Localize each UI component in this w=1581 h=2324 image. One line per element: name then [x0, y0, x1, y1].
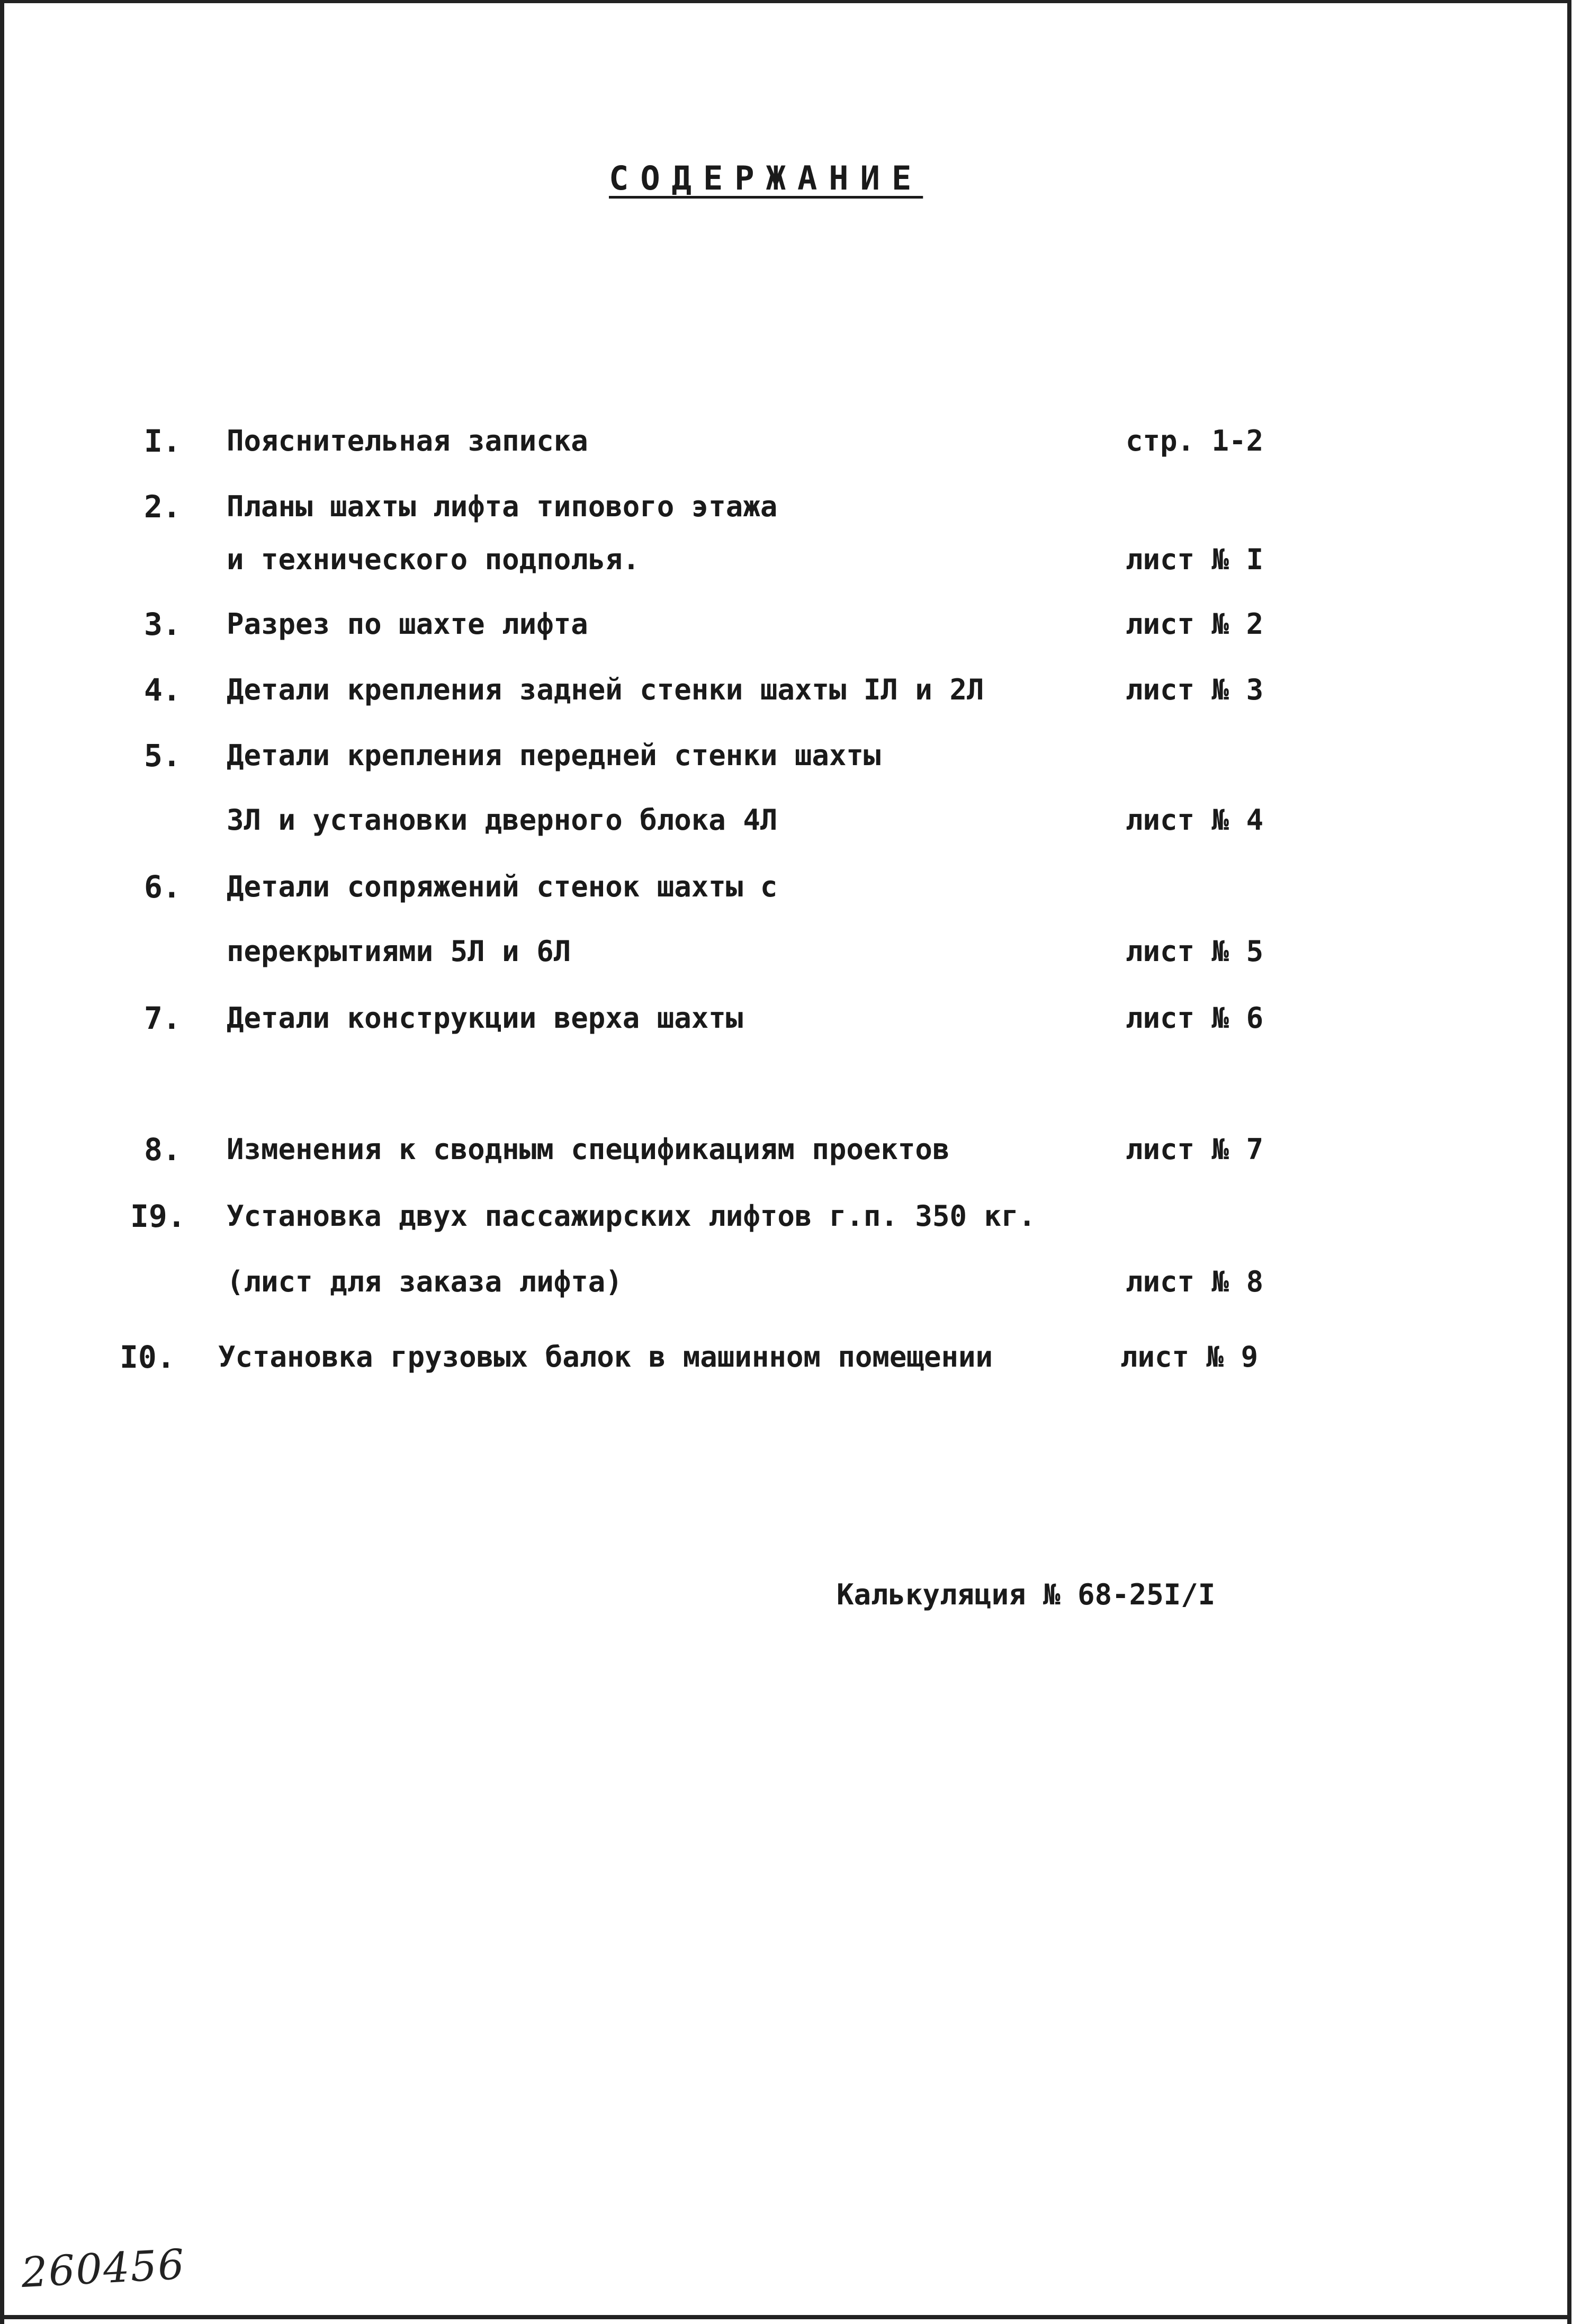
toc-item-text: Детали крепления задней стенки шахты IЛ и 2Л	[227, 673, 984, 706]
toc-item-number: 3.	[144, 606, 181, 642]
toc-item-text: Детали сопряжений стенок шахты с	[227, 870, 778, 903]
toc-item-ref: лист № 8	[1126, 1265, 1264, 1298]
toc-item-number: I9.	[130, 1198, 186, 1234]
toc-item-number: 8.	[144, 1132, 181, 1168]
toc-item-text: Детали крепления передней стенки шахты	[227, 739, 881, 772]
toc-item-ref: лист № 2	[1126, 607, 1264, 641]
toc-item-text: Планы шахты лифта типового этажа	[227, 490, 778, 523]
page-border-right	[1567, 0, 1571, 2324]
toc-item-text: Установка двух пассажирских лифтов г.п. 350 кг.	[227, 1199, 1036, 1233]
toc-item-text: 3Л и установки дверного блока 4Л	[227, 803, 778, 837]
toc-item-text: Изменения к сводным спецификациям проектов	[227, 1133, 950, 1166]
toc-item-ref: лист № 7	[1126, 1133, 1264, 1166]
toc-item-number: I0.	[120, 1339, 175, 1375]
toc-item-text: Установка грузовых балок в машинном помещении	[218, 1340, 993, 1374]
toc-item-text: Пояснительная записка	[227, 424, 588, 457]
page-title: СОДЕРЖАНИЕ	[609, 159, 923, 198]
toc-item-ref: стр. 1-2	[1126, 424, 1264, 457]
toc-item-number: 2.	[144, 489, 181, 525]
toc-item-ref: лист № 9	[1120, 1340, 1259, 1374]
toc-item-text: перекрытиями 5Л и 6Л	[227, 935, 571, 968]
toc-item-ref: лист № 6	[1126, 1001, 1264, 1035]
toc-item-text: Разрез по шахте лифта	[227, 607, 588, 641]
toc-item-text: и технического подполья.	[227, 543, 640, 576]
toc-item-ref: лист № 5	[1126, 935, 1264, 968]
calculation-number: Калькуляция № 68-25I/I	[837, 1578, 1216, 1611]
toc-item-text: Детали конструкции верха шахты	[227, 1001, 743, 1035]
toc-item-ref: лист № I	[1126, 543, 1264, 576]
toc-item-number: 7.	[144, 1000, 181, 1036]
toc-item-number: 6.	[144, 869, 181, 905]
toc-item-number: I.	[144, 423, 181, 459]
page-border-bottom	[0, 2315, 1571, 2319]
handwritten-inventory-number: 260456	[20, 2240, 186, 2298]
toc-item-number: 5.	[144, 738, 181, 774]
toc-item-ref: лист № 4	[1126, 803, 1264, 837]
toc-item-number: 4.	[144, 672, 181, 708]
toc-item-ref: лист № 3	[1126, 673, 1264, 706]
toc-item-text: (лист для заказа лифта)	[227, 1265, 623, 1298]
